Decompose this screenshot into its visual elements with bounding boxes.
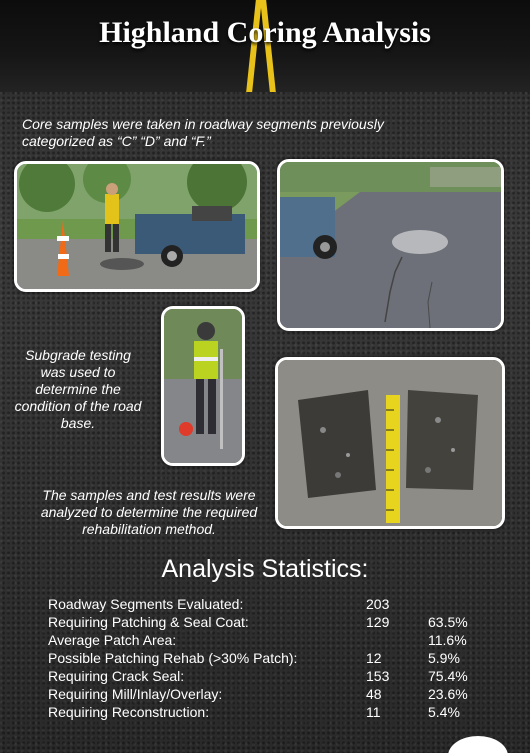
stat-row	[0, 614, 530, 630]
stat-label: Roadway Segments Evaluated:	[48, 596, 244, 612]
stat-count: 129	[366, 614, 390, 630]
stat-row	[0, 632, 530, 648]
stat-percent: 23.6%	[428, 686, 468, 702]
stat-label: Requiring Mill/Inlay/Overlay:	[48, 686, 223, 702]
stat-label: Average Patch Area:	[48, 632, 177, 648]
stats-title: Analysis Statistics:	[161, 555, 369, 583]
stat-label: Possible Patching Rehab (>30% Patch):	[48, 650, 298, 666]
photo-subgrade-testing	[161, 306, 245, 466]
stat-percent: 5.9%	[428, 650, 460, 666]
stat-label: Requiring Patching & Seal Coat:	[48, 614, 249, 630]
stat-count: 153	[366, 668, 390, 684]
page-title: Highland Coring Analysis	[99, 16, 431, 49]
stat-percent: 5.4%	[428, 704, 460, 720]
stat-count: 11	[366, 704, 381, 720]
stat-row	[0, 650, 530, 666]
stat-row	[0, 596, 530, 612]
stat-label: Requiring Reconstruction:	[48, 704, 210, 720]
header-banner	[0, 0, 530, 92]
stat-percent: 63.5%	[428, 614, 468, 630]
subgrade-text: Subgrade testing was used to determine the condition of the road base.	[14, 347, 142, 431]
stat-percent: 11.6%	[428, 632, 467, 648]
logo-badge	[448, 736, 508, 753]
stat-label: Requiring Crack Seal:	[48, 668, 185, 684]
stat-row	[0, 668, 530, 684]
stat-count: 48	[366, 686, 382, 702]
samples-text: The samples and test results were analyzed to determine the required rehabilitation method.	[40, 487, 258, 537]
photo-road-patch	[277, 159, 504, 331]
stat-row	[0, 686, 530, 702]
intro-text: Core samples were taken in roadway segments previously categorized as “C” “D” and “F.”	[22, 116, 384, 149]
stat-row	[0, 704, 530, 720]
photo-core-samples	[275, 357, 505, 529]
stat-percent: 75.4%	[428, 668, 468, 684]
stat-count: 203	[366, 596, 390, 612]
photo-coring-crew	[14, 161, 260, 292]
stat-count: 12	[366, 650, 382, 666]
